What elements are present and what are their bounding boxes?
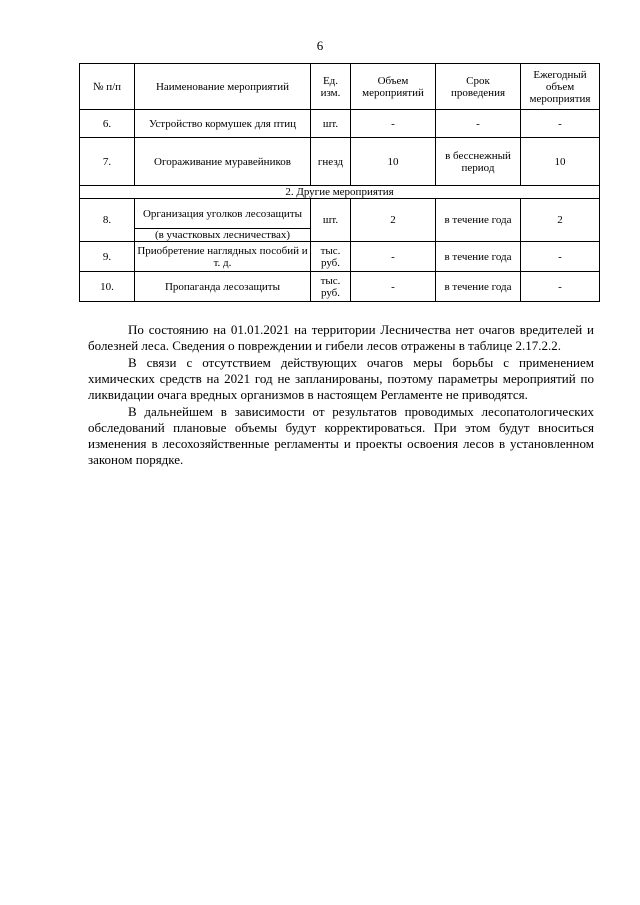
table-row (80, 110, 600, 138)
table-row (80, 272, 600, 302)
section-title: 2. Другие мероприятия (80, 186, 600, 199)
paragraph: По состоянию на 01.01.2021 на территории Лесничества нет очагов вредителей и болезней леса. Сведения о повреждении и гибели лесов отражены в таблице 2.17.2.2. (88, 322, 594, 353)
cell-annual: - (521, 272, 600, 302)
cell-name: Приобретение наглядных пособий и т. д. (135, 242, 311, 272)
cell-annual: - (521, 110, 600, 138)
cell-name-extra: (в участковых лесничествах) (135, 229, 311, 242)
paragraph: В дальнейшем в зависимости от результатов проводимых лесопатологических обследований плановые объемы будут корректироваться. При этом будут вноситься изменения в лесохозяйственные регламенты и проекты освоения лесов в установленном законом порядке. (88, 404, 594, 467)
measures-table (79, 63, 600, 302)
cell-unit: гнезд (311, 138, 351, 186)
header-num: № п/п (80, 64, 135, 110)
cell-name: Устройство кормушек для птиц (135, 110, 311, 138)
paragraph: В связи с отсутствием действующих очагов меры борьбы с применением химических средств на 2021 год не запланированы, поэтому параметры мероприятий по ликвидации очага вредных организмов в настоящем Регламенте не приводятся. (88, 355, 594, 402)
table-header-row (80, 64, 600, 110)
body-text (88, 322, 594, 469)
header-volume: Объем мероприятий (351, 64, 436, 110)
cell-name: Огораживание муравейников (135, 138, 311, 186)
cell-name: Организация уголков лесозащиты (135, 199, 311, 229)
cell-term: в течение года (436, 199, 521, 242)
cell-num: 9. (80, 242, 135, 272)
cell-term: - (436, 110, 521, 138)
cell-unit: тыс. руб. (311, 272, 351, 302)
cell-volume: - (351, 110, 436, 138)
cell-unit: тыс. руб. (311, 242, 351, 272)
cell-annual: - (521, 242, 600, 272)
table-row (80, 242, 600, 272)
cell-volume: - (351, 272, 436, 302)
header-term: Срок проведения (436, 64, 521, 110)
cell-name: Пропаганда лесозащиты (135, 272, 311, 302)
cell-volume: 10 (351, 138, 436, 186)
cell-num: 7. (80, 138, 135, 186)
cell-term: в течение года (436, 272, 521, 302)
table-row (80, 138, 600, 186)
cell-volume: 2 (351, 199, 436, 242)
cell-annual: 2 (521, 199, 600, 242)
cell-unit: шт. (311, 110, 351, 138)
cell-term: в течение года (436, 242, 521, 272)
cell-term: в бесснежный период (436, 138, 521, 186)
header-unit: Ед. изм. (311, 64, 351, 110)
header-annual: Ежегодный объем мероприятия (521, 64, 600, 110)
cell-num: 10. (80, 272, 135, 302)
cell-num: 8. (80, 199, 135, 242)
cell-unit: шт. (311, 199, 351, 242)
page-number: 6 (316, 38, 324, 53)
header-name: Наименование мероприятий (135, 64, 311, 110)
section-row (80, 186, 600, 199)
cell-annual: 10 (521, 138, 600, 186)
table-row (80, 199, 600, 229)
cell-num: 6. (80, 110, 135, 138)
cell-volume: - (351, 242, 436, 272)
